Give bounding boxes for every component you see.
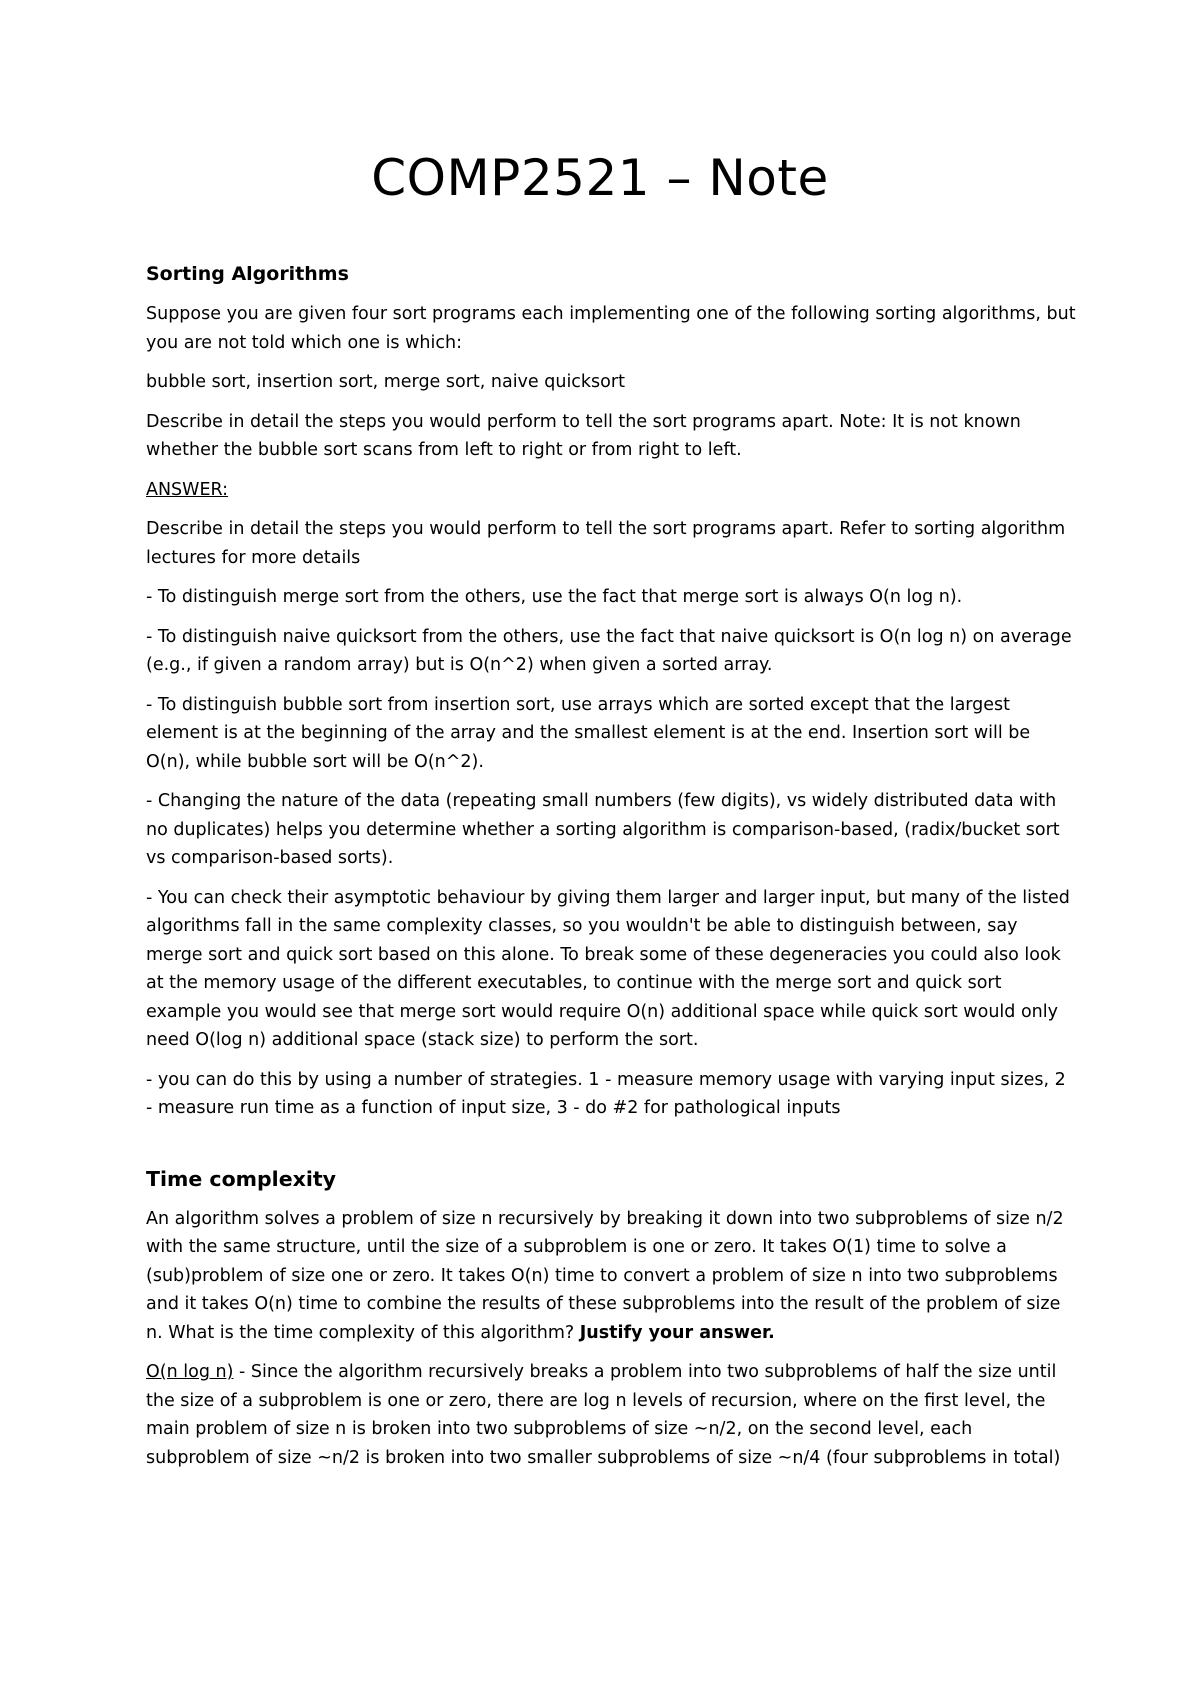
answer-point: - To distinguish merge sort from the others, use the fact that merge sort is always O(n log n). <box>146 587 963 607</box>
complexity-answer <box>146 1358 1076 1472</box>
answer-point: - You can check their asymptotic behaviour by giving them larger and larger input, but many of the listed algorithms fall in the same complexity classes, so you wouldn't be able to distinguish between, say merge sort and quick sort based on this alone. To break some of these degeneracies you could also look at the memory usage of the different executables, to continue with the merge sort and quick sort example you would see that merge sort would require O(n) additional space while quick sort would only need O(log n) additional space (stack size) to perform the sort. <box>146 887 1070 1050</box>
question-task: Describe in detail the steps you would perform to tell the sort programs apart. Note: It is not known whether the bubble sort scans from left to right or from right to left. <box>146 411 1021 460</box>
answer-label: ANSWER: <box>146 479 229 500</box>
page-title: COMP2521 – Note <box>371 149 829 207</box>
complexity-question <box>146 1205 1076 1348</box>
complexity-question-emphasis: Justify your answer. <box>579 1322 775 1343</box>
section-heading-time-complexity: Time complexity <box>146 1166 337 1191</box>
answer-point: - Changing the nature of the data (repeating small numbers (few digits), vs widely distributed data with no duplicates) helps you determine whether a sorting algorithm is comparison-based, (radix/bucket sort vs comparison-based sorts). <box>146 791 1060 868</box>
answer-point: - To distinguish naive quicksort from the others, use the fact that naive quicksort is O(n log n) on average (e.g., if given a random array) but is O(n^2) when given a sorted array. <box>146 626 1072 675</box>
complexity-answer-label: O(n log n) <box>146 1362 234 1382</box>
complexity-question-text: An algorithm solves a problem of size n recursively by breaking it down into two subproblems of size n/2 with the same structure, until the size of a subproblem is one or zero. It takes O(1) time to solve a (sub)problem of size one or zero. It takes O(n) time to convert a problem of size n into two subproblems and it takes O(n) time to combine the results of these subproblems into the result of the problem of size n. What is the time complexity of this algorithm? <box>146 1208 1064 1343</box>
question-intro: Suppose you are given four sort programs each implementing one of the following sorting algorithms, but you are not told which one is which: <box>146 304 1076 353</box>
answer-point: - you can do this by using a number of strategies. 1 - measure memory usage with varying input sizes, 2 - measure run time as a function of input size, 3 - do #2 for pathological inputs <box>146 1069 1066 1118</box>
document-body <box>146 258 1076 1483</box>
section-heading-sorting: Sorting Algorithms <box>146 263 349 285</box>
algorithm-list: bubble sort, insertion sort, merge sort, naive quicksort <box>146 372 625 392</box>
answer-point: - To distinguish bubble sort from insertion sort, use arrays which are sorted except that the largest element is at the beginning of the array and the smallest element is at the end. Insertion sort will be O(n), while bubble sort will be O(n^2). <box>146 694 1031 772</box>
answer-intro: Describe in detail the steps you would perform to tell the sort programs apart. Refer to sorting algorithm lectures for more details <box>146 519 1066 568</box>
complexity-answer-text: - Since the algorithm recursively breaks a problem into two subproblems of half the size until the size of a subproblem is one or zero, there are log n levels of recursion, where on the first level, the main problem of size n is broken into two subproblems of size ~n/2, on the second level, each subproblem of size ~n/2 is broken into two smaller subproblems of size ~n/4 (four subproblems in total) <box>146 1362 1061 1468</box>
